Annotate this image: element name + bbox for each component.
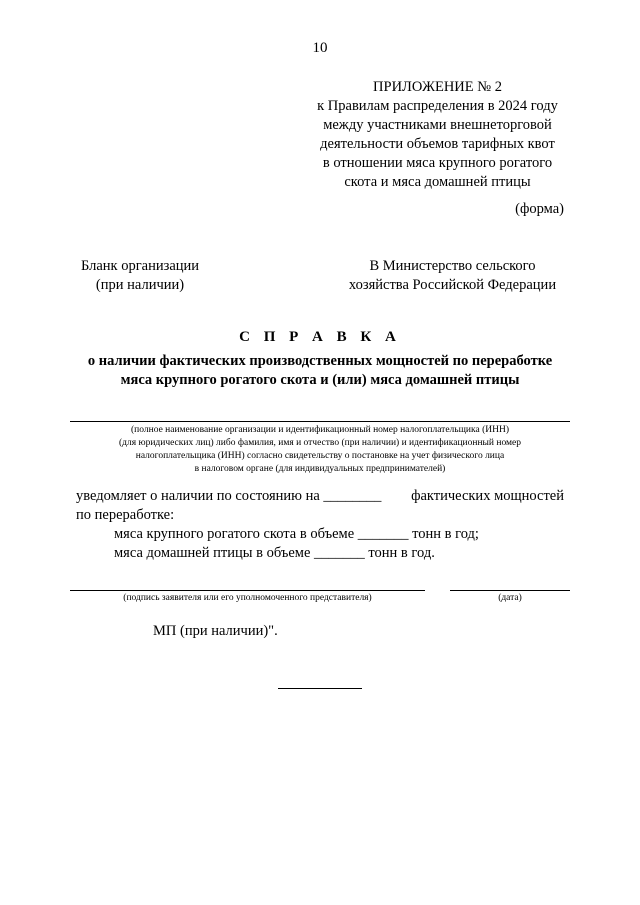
end-separator	[278, 688, 362, 689]
addressee-line: В Министерство сельского	[369, 258, 536, 274]
page-number: 10	[312, 40, 328, 56]
seal-note: МП (при наличии)".	[153, 623, 278, 639]
caption-line: налогоплательщика (ИНН) согласно свидетельству о постановке на учет физического лица	[135, 451, 505, 461]
notice-line	[76, 487, 564, 506]
appendix-line: между участниками внешнеторговой	[323, 117, 552, 133]
date-line	[450, 590, 570, 591]
notice-text: фактических мощностей	[411, 488, 564, 504]
document-title: С П Р А В К А	[239, 329, 401, 345]
caption-line: в налоговом органе (для индивидуальных предпринимателей)	[194, 464, 446, 474]
organization-name-line	[70, 421, 570, 422]
letterhead-line: Бланк организации	[80, 258, 200, 274]
appendix-line: в отношении мяса крупного рогатого	[322, 155, 553, 171]
appendix-line: скота и мяса домашней птицы	[344, 174, 531, 190]
subtitle-line: мяса крупного рогатого скота и (или) мяса домашней птицы	[120, 372, 520, 388]
form-note: (форма)	[515, 201, 564, 217]
document-subtitle	[40, 352, 600, 390]
appendix-line: к Правилам распределения в 2024 году	[317, 98, 558, 114]
date-caption: (дата)	[498, 593, 522, 603]
appendix-line: деятельности объемов тарифных квот	[320, 136, 555, 152]
notice-body	[76, 487, 564, 563]
caption-line: (полное наименование организации и идентификационный номер налогоплательщика (ИНН)	[131, 425, 509, 435]
notice-line: по переработке:	[76, 507, 175, 523]
addressee	[330, 257, 575, 295]
notice-text: уведомляет о наличии по состоянию на ________	[76, 488, 382, 504]
appendix-title: ПРИЛОЖЕНИЕ № 2	[373, 79, 502, 95]
organization-caption	[60, 424, 580, 476]
signature-caption: (подпись заявителя или его уполномоченного представителя)	[123, 593, 372, 603]
notice-line-beef: мяса крупного рогатого скота в объеме _______ тонн в год;	[114, 526, 479, 542]
notice-line-poultry: мяса домашней птицы в объеме _______ тонн в год.	[114, 545, 435, 561]
addressee-line: хозяйства Российской Федерации	[348, 277, 557, 293]
appendix-header	[300, 78, 575, 192]
letterhead-placeholder	[60, 257, 220, 295]
caption-line: (для юридических лиц) либо фамилия, имя и отчество (при наличии) и идентификационный номер	[118, 438, 521, 448]
subtitle-line: о наличии фактических производственных мощностей по переработке	[87, 353, 553, 369]
letterhead-line: (при наличии)	[95, 277, 185, 293]
signature-line	[70, 590, 425, 591]
